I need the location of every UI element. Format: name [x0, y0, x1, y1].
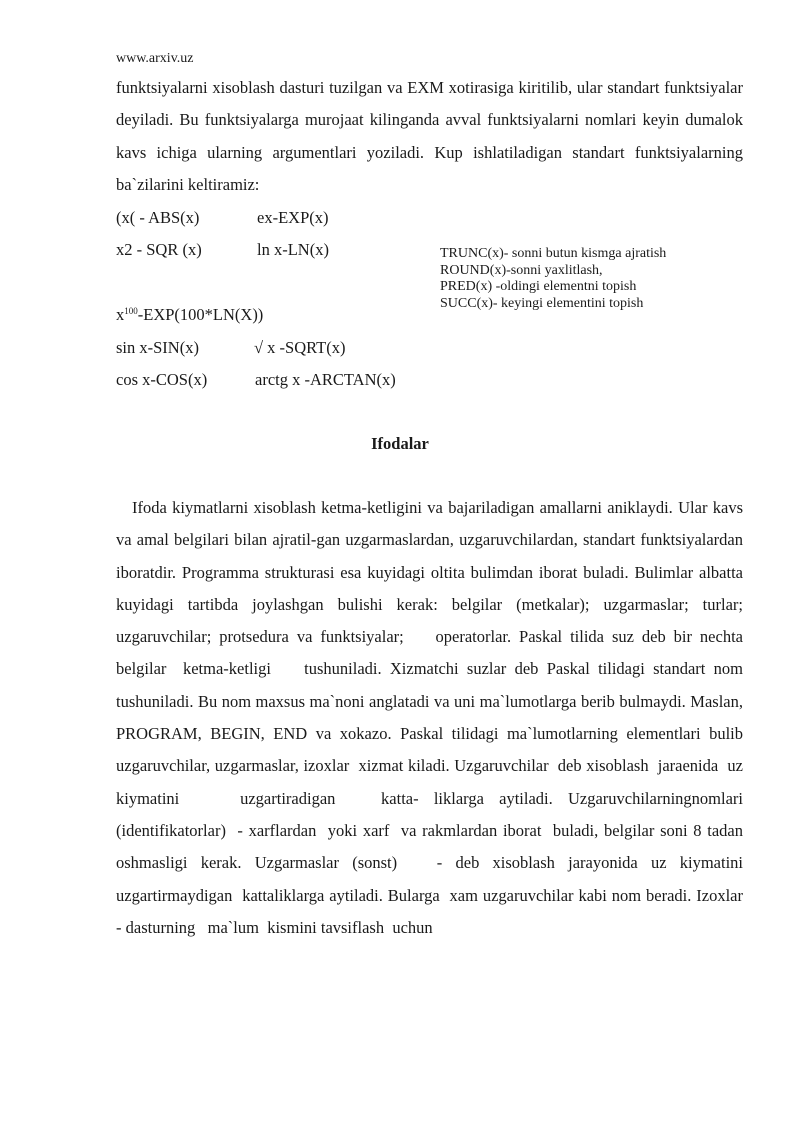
function-sqr: x2 - SQR (x): [116, 240, 202, 259]
function-exp: ex-EXP(x): [257, 208, 329, 227]
function-sqrt: √ x -SQRT(x): [254, 338, 346, 357]
power-exponent: 100: [124, 306, 138, 316]
function-trunc: TRUNC(x)- sonni butun kismga ajratish: [440, 246, 667, 261]
function-textbox: [440, 246, 740, 312]
function-ln: ln x-LN(x): [257, 240, 329, 259]
function-abs: (x( - ABS(x): [116, 208, 200, 227]
function-round: ROUND(x)-sonni yaxlitlash,: [440, 262, 603, 278]
function-pred: PRED(x) -oldingi elementni topish: [440, 279, 637, 294]
power-base: x: [116, 305, 125, 324]
site-url: www.arxiv.uz: [116, 51, 194, 66]
function-power: [116, 305, 263, 325]
function-cos: cos x-COS(x): [116, 370, 208, 389]
function-succ: SUCC(x)- keyingi elementini topish: [440, 295, 644, 311]
function-arctan: arctg x -ARCTAN(x): [255, 370, 396, 389]
intro-paragraph: funktsiyalarni xisoblash dasturi tuzilgan va EXM xotirasiga kiritilib, ular standart funktsiyalar deyiladi. Bu funktsiyalarga murojaat kilinganda avval funktsiyalarni nomlari keyin dumalok kavs ichiga ularning argumentlari yoziladi. Kup ishlatiladigan standart funktsiyalarning ba`zilarini keltiramiz:: [116, 78, 743, 194]
power-expression: -EXP(100*LN(X)): [137, 305, 264, 324]
function-sin: sin x-SIN(x): [116, 338, 199, 357]
section-paragraph: Ifoda kiymatlarni xisoblash ketma-ketligini va bajariladigan amallarni aniklaydi. Ular kavs va amal belgilari bilan ajratil-gan uzgarmaslardan, uzgaruvchilardan, standart funktsiyalardan iboratdir. Programma strukturasi esa kuyidagi oltita bulimdan iborat buladi. Bulimlar albatta kuyidagi tartibda joylashgan bulishi kerak: belgilar (metkalar); uzgarmaslar; turlar; uzgaruvchilar; protsedura va funktsiyalar; operatorlar. Paskal tilida suz deb bir nechta belgilar ketma-ketligi tushuniladi. Xizmatchi suzlar deb Paskal tilidagi standart nom tushuniladi. Bu nom maxsus ma`noni anglatadi va uni ma`lumotlarga berib bulmaydi. Maslan, PROGRAM, BEGIN, END va xokazo. Paskal tilidagi ma`lumotlarning elementlari bulib uzgaruvchilar, uzgarmaslar, izoxlar xizmat kiladi. Uzgaruvchilar deb xisoblash jaraenida uz kiymatini uzgartiradigan katta- liklarga aytiladi. Uzgaruvchilarningnomlari (identifikatorlar) - xarflardan yoki xarf va rakmlardan iborat buladi, belgilar soni 8 tadan oshmasligi kerak. Uzgarmaslar (sonst) - deb xisoblash jarayonida uz kiymatini uzgartirmaydigan kattaliklarga aytiladi. Bularga xam uzgaruvchilar kabi nom beradi. Izoxlar - dasturning ma`lum kismini tavsiflash uchun: [116, 498, 748, 937]
section-heading: Ifodalar: [371, 434, 429, 453]
